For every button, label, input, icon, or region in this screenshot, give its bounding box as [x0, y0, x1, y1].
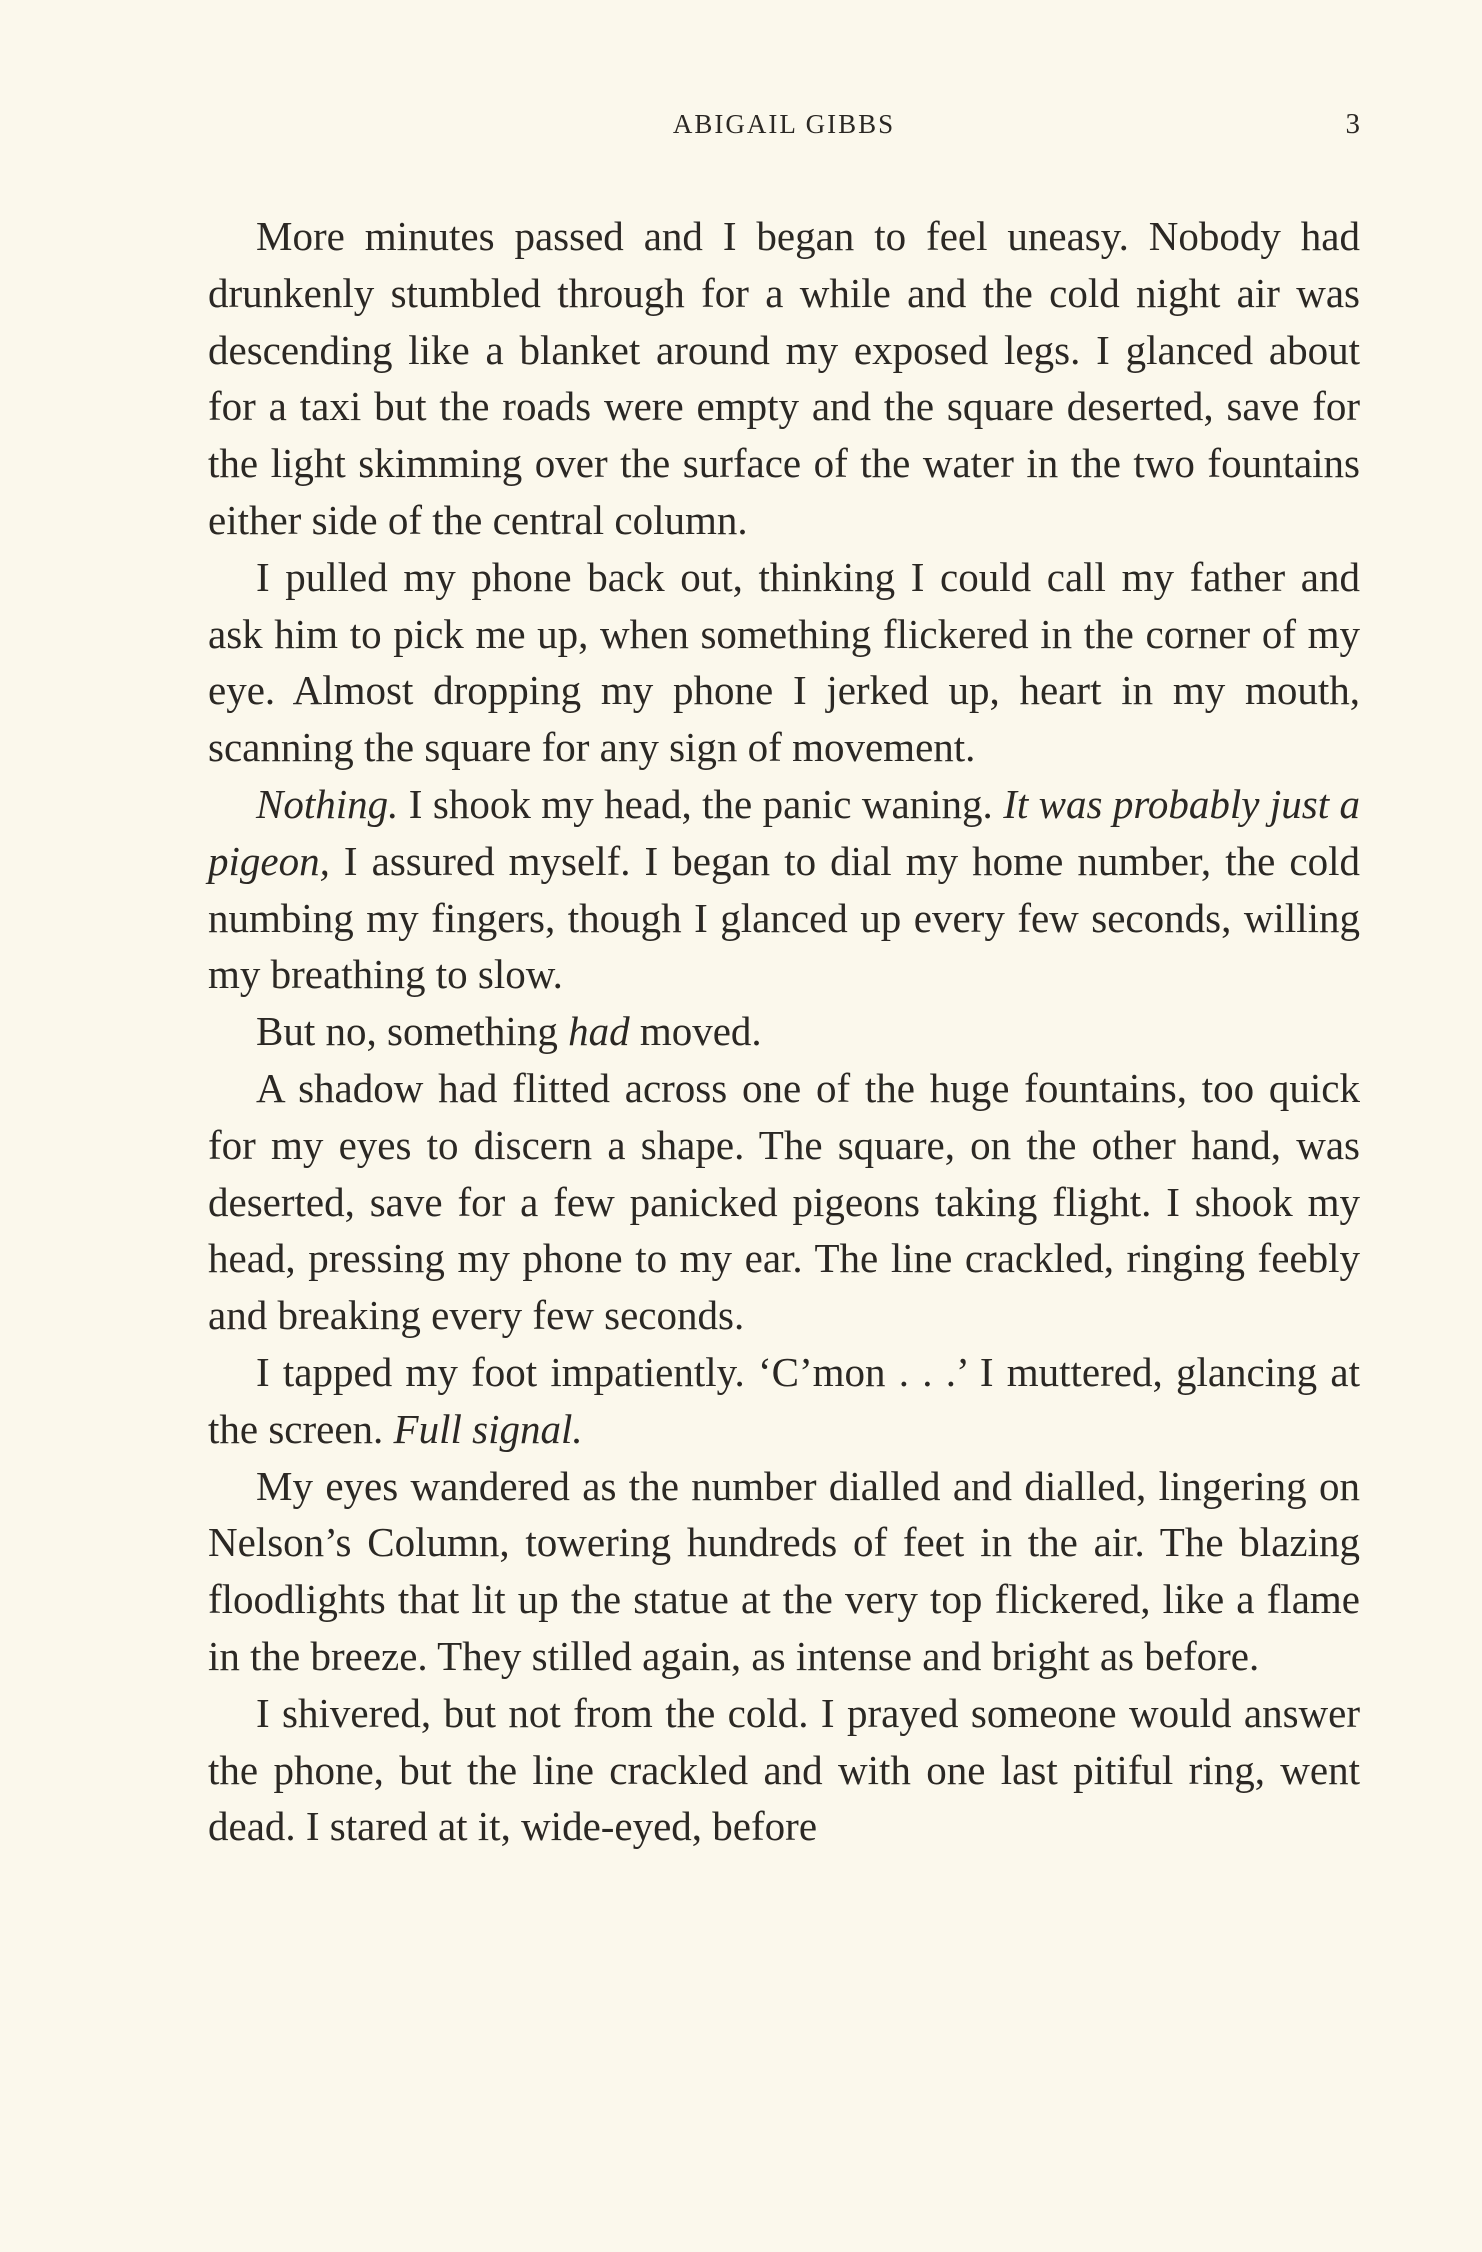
italic-text: It was probably just a pigeon, [208, 780, 1361, 884]
italic-text: Full signal. [393, 1405, 583, 1452]
paragraph [208, 1458, 1360, 1685]
text-run: I assured myself. I began to dial my home number, the cold numbing my fingers, though I glanced up every few seconds, willing my breathing to slow. [208, 837, 1360, 998]
paragraph [208, 776, 1360, 1003]
paragraph [208, 1003, 1360, 1060]
running-title: ABIGAIL GIBBS [672, 109, 896, 139]
text-run: More minutes passed and I began to feel uneasy. Nobody had drunkenly stumbled through for a while and the cold night air was descending like a blanket around my exposed legs. I glanced about for a taxi but the roads were empty and the square deserted, save for the light skimming over the surface of the water in the two fountains either side of the central column. [208, 213, 1360, 543]
text-run: But no, something [256, 1008, 569, 1055]
paragraph [208, 1344, 1360, 1458]
paragraph [208, 1060, 1360, 1344]
paragraph [208, 549, 1360, 776]
text-run: moved. [629, 1008, 762, 1055]
italic-text: had [568, 1008, 630, 1055]
paragraph [208, 208, 1360, 549]
text-run: I shivered, but not from the cold. I prayed someone would answer the phone, but the line crackled and with one last pitiful ring, went dead. I stared at it, wide-eyed, before [208, 1689, 1360, 1850]
text-run: I tapped my foot impatiently. ‘C’mon . . .’ I muttered, glancing at the screen. [208, 1348, 1360, 1452]
text-run: I shook my head, the panic waning. [398, 780, 1004, 827]
running-head [208, 104, 1360, 144]
page-number: 3 [1345, 108, 1360, 140]
text-run: I pulled my phone back out, thinking I could call my father and ask him to pick me up, when something flickered in the corner of my eye. Almost dropping my phone I jerked up, heart in my mouth, scanning the square for any sign of movement. [208, 553, 1360, 771]
text-run: My eyes wandered as the number dialled and dialled, lingering on Nelson’s Column, towering hundreds of feet in the air. The blazing floodlights that lit up the statue at the very top flickered, like a flame in the breeze. They stilled again, as intense and bright as before. [208, 1462, 1360, 1679]
paragraph [208, 1685, 1360, 1855]
italic-text: Nothing. [256, 780, 399, 827]
text-run: A shadow had flitted across one of the huge fountains, too quick for my eyes to discern a shape. The square, on the other hand, was deserted, save for a few panicked pigeons taking flight. I shook my head, pressing my phone to my ear. The line crackled, ringing feebly and breaking every few seconds. [208, 1064, 1360, 1339]
body-text [208, 208, 1360, 1855]
